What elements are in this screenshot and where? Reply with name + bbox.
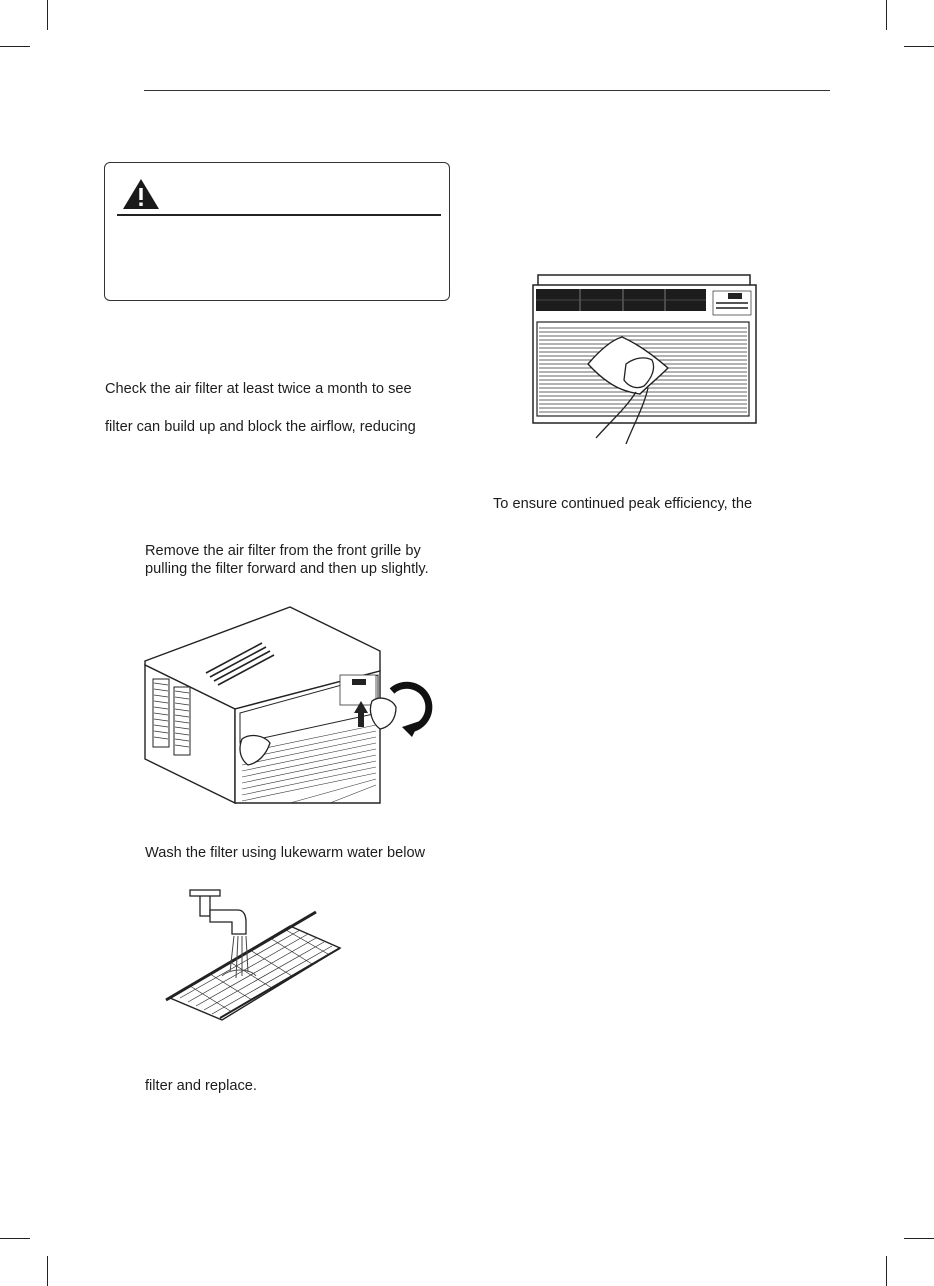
crop-mark-bottom-left-v: [47, 1256, 48, 1286]
ac-remove-filter-illustration: [140, 603, 440, 818]
crop-mark-bottom-right-h: [904, 1238, 934, 1239]
crop-mark-top-right-v: [886, 0, 887, 30]
filter-check-line-1: Check the air filter at least twice a month to see: [105, 381, 412, 397]
crop-mark-top-left-v: [47, 0, 48, 30]
wash-filter-illustration: [160, 888, 360, 1028]
warning-triangle-icon: [121, 177, 161, 211]
filter-check-line-2: filter can build up and block the airflow, reducing: [105, 419, 416, 435]
crop-mark-top-left-h: [0, 46, 30, 47]
warning-rule: [117, 214, 441, 216]
ac-front-cleaning-illustration: [530, 272, 760, 452]
crop-mark-bottom-right-v: [886, 1256, 887, 1286]
warning-box: [104, 162, 450, 301]
crop-mark-top-right-h: [904, 46, 934, 47]
step-3-line-1: filter and replace.: [145, 1078, 257, 1094]
step-1-line-2: pulling the filter forward and then up slightly.: [145, 561, 429, 577]
step-1-line-1: Remove the air filter from the front grille by: [145, 543, 421, 559]
crop-mark-bottom-left-h: [0, 1238, 30, 1239]
header-rule: [144, 90, 830, 91]
efficiency-line-1: To ensure continued peak efficiency, the: [493, 496, 753, 512]
step-2-line-1: Wash the filter using lukewarm water below: [145, 845, 426, 861]
